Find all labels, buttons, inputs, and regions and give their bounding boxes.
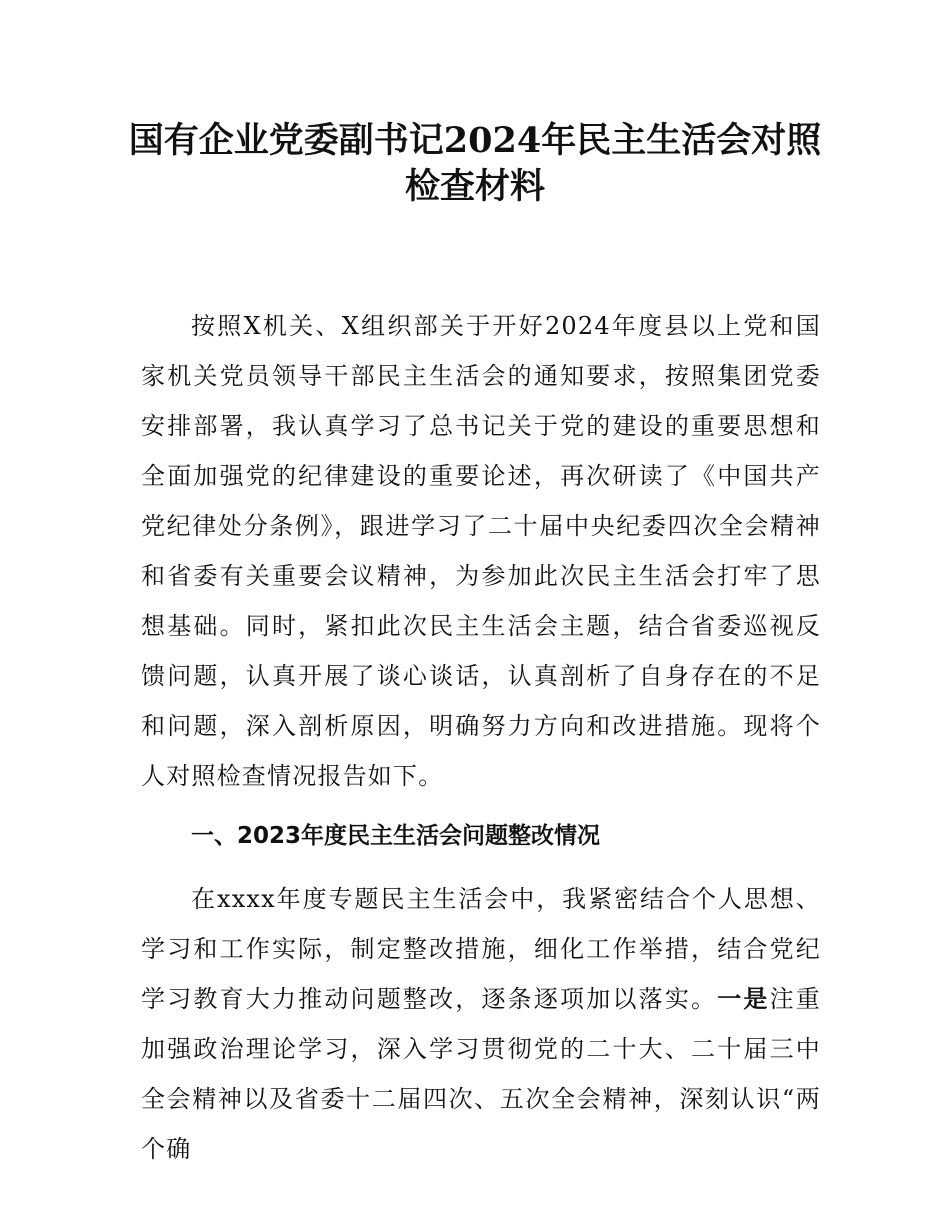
document-title-line-1: 国有企业党委副书记2024年民主生活会对照 [128,120,822,161]
document-title-line-2: 检查材料 [404,166,545,207]
paragraph-text-segment: 在xxxx年度专题民主生活会中，我紧密结合个人思想、学习和工作实际，制定整改措施，细化工作举措，结合党纪学习教育大力推动问题整改，逐条逐项加以落实。 [141,885,821,1013]
section-1-paragraph [141,874,821,1174]
intro-paragraph: 按照X机关、X组织部关于开好2024年度县以上党和国家机关党员领导干部民主生活会的通知要求，按照集团党委安排部署，我认真学习了总书记关于党的建设的重要思想和全面加强党的纪律建设的重要论述，再次研读了《中国共产党纪律处分条例》，跟进学习了二十届中央纪委四次全会精神和省委有关重要会议精神，为参加此次民主生活会打牢了思想基础。同时，紧扣此次民主生活会主题，结合省委巡视反馈问题，认真开展了谈心谈话，认真剖析了自身存在的不足和问题，深入剖析原因，明确努力方向和改进措施。现将个人对照检查情况报告如下。 [141,312,821,790]
bold-lead-phrase: 一是 [717,985,770,1013]
paragraph-text-segment: 注重加强政治理论学习，深入学习贯彻党的二十大、二十届三中全会精神以及省委十二届四次、五次全会精神，深刻认识“两个确 [141,985,822,1163]
section-heading-1: 一、2023年度民主生活会问题整改情况 [191,823,601,849]
